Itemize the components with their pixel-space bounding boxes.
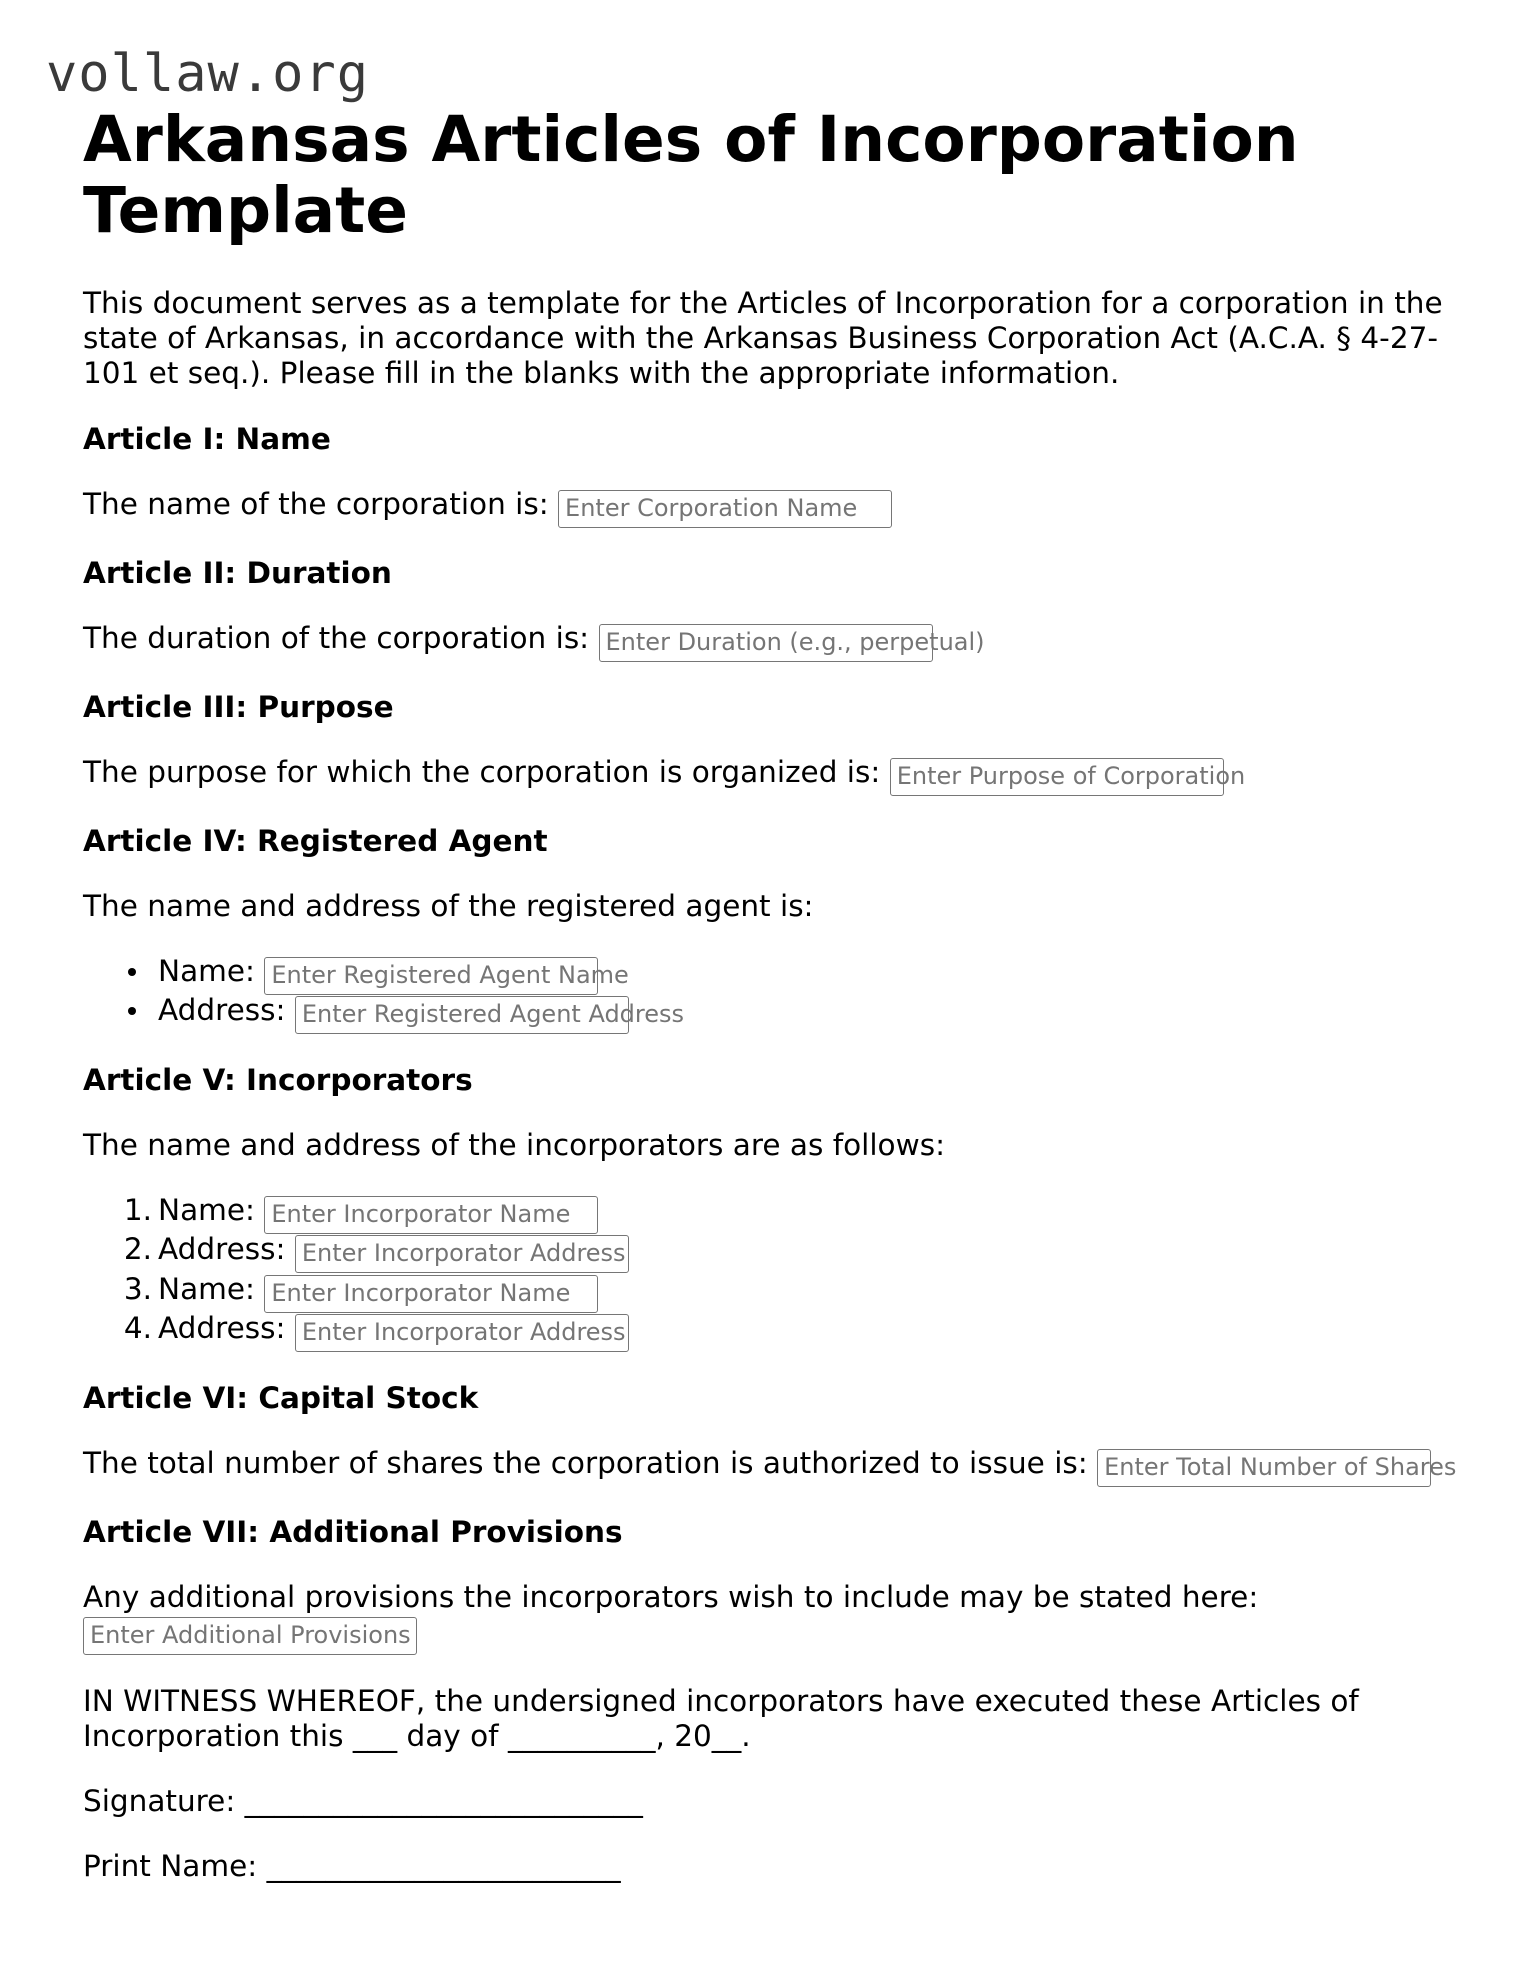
article-2-line bbox=[83, 621, 985, 660]
article-7-text: Any additional provisions the incorporators wish to include may be stated here: bbox=[83, 1580, 1259, 1614]
item-number: 1. bbox=[123, 1193, 152, 1227]
article-2-heading: Article II: Duration bbox=[83, 556, 392, 590]
item-number: 3. bbox=[123, 1272, 152, 1306]
incorporator-2-address-item bbox=[123, 1311, 629, 1350]
article-7-heading: Article VII: Additional Provisions bbox=[83, 1515, 623, 1549]
total-shares-input[interactable]: Enter Total Number of Shares bbox=[1097, 1449, 1431, 1487]
witness-line-2: Incorporation this ___ day of __________, 20__. bbox=[83, 1719, 751, 1753]
article-1-text: The name of the corporation is: bbox=[83, 487, 549, 521]
item-number: 4. bbox=[123, 1311, 152, 1345]
document-page bbox=[83, 103, 1457, 1883]
item-label: Address: bbox=[158, 1311, 286, 1345]
item-label: Address: bbox=[158, 993, 286, 1027]
item-label: Name: bbox=[158, 954, 255, 988]
incorporator-2-name-input[interactable]: Enter Incorporator Name bbox=[264, 1275, 598, 1313]
additional-provisions-input[interactable]: Enter Additional Provisions bbox=[83, 1617, 417, 1655]
article-1-line bbox=[83, 487, 892, 526]
incorporator-1-name-item bbox=[123, 1193, 598, 1232]
print-name-line: Print Name: ________________________ bbox=[83, 1849, 621, 1883]
article-5-text: The name and address of the incorporators are as follows: bbox=[83, 1128, 946, 1162]
duration-input[interactable]: Enter Duration (e.g., perpetual) bbox=[599, 624, 933, 662]
purpose-input[interactable]: Enter Purpose of Corporation bbox=[890, 758, 1224, 796]
article-3-text: The purpose for which the corporation is organized is: bbox=[83, 755, 881, 789]
incorporator-1-address-item bbox=[123, 1232, 629, 1271]
incorporator-2-name-item bbox=[123, 1272, 598, 1311]
document-title: Arkansas Articles of Incorporation Template bbox=[83, 103, 1299, 247]
registered-agent-address-input[interactable]: Enter Registered Agent Address bbox=[295, 996, 629, 1034]
article-3-heading: Article III: Purpose bbox=[83, 690, 394, 724]
article-3-line bbox=[83, 755, 1246, 794]
signature-line: Signature: ___________________________ bbox=[83, 1784, 643, 1818]
incorporator-1-name-input[interactable]: Enter Incorporator Name bbox=[264, 1196, 598, 1234]
registered-agent-name-input[interactable]: Enter Registered Agent Name bbox=[264, 957, 598, 995]
registered-agent-name-item bbox=[158, 954, 629, 993]
item-label: Address: bbox=[158, 1232, 286, 1266]
incorporator-2-address-input[interactable]: Enter Incorporator Address bbox=[295, 1314, 629, 1352]
article-4-text: The name and address of the registered agent is: bbox=[83, 889, 814, 923]
corporation-name-input[interactable]: Enter Corporation Name bbox=[558, 490, 892, 528]
article-4-heading: Article IV: Registered Agent bbox=[83, 824, 548, 858]
article-6-heading: Article VI: Capital Stock bbox=[83, 1381, 479, 1415]
registered-agent-address-item bbox=[158, 993, 685, 1032]
item-label: Name: bbox=[158, 1193, 255, 1227]
article-1-heading: Article I: Name bbox=[83, 422, 331, 456]
article-2-text: The duration of the corporation is: bbox=[83, 621, 590, 655]
incorporator-1-address-input[interactable]: Enter Incorporator Address bbox=[295, 1235, 629, 1273]
item-number: 2. bbox=[123, 1232, 152, 1266]
bullet-icon bbox=[128, 968, 136, 976]
article-6-text: The total number of shares the corporation is authorized to issue is: bbox=[83, 1446, 1088, 1480]
article-5-heading: Article V: Incorporators bbox=[83, 1063, 473, 1097]
bullet-icon bbox=[128, 1007, 136, 1015]
item-label: Name: bbox=[158, 1272, 255, 1306]
watermark: vollaw.org bbox=[46, 44, 370, 104]
article-6-line bbox=[83, 1446, 1457, 1485]
intro-paragraph: This document serves as a template for the Articles of Incorporation for a corporation in the state of Arkansas, in accordance with the Arkansas Business Corporation Act (A.C.A. § 4-27-101 et seq.). Please fill in the blanks with the appropriate information. bbox=[83, 286, 1443, 390]
witness-line-1: IN WITNESS WHEREOF, the undersigned incorporators have executed these Articles of bbox=[83, 1684, 1359, 1718]
article-7-field-line bbox=[83, 1614, 417, 1653]
